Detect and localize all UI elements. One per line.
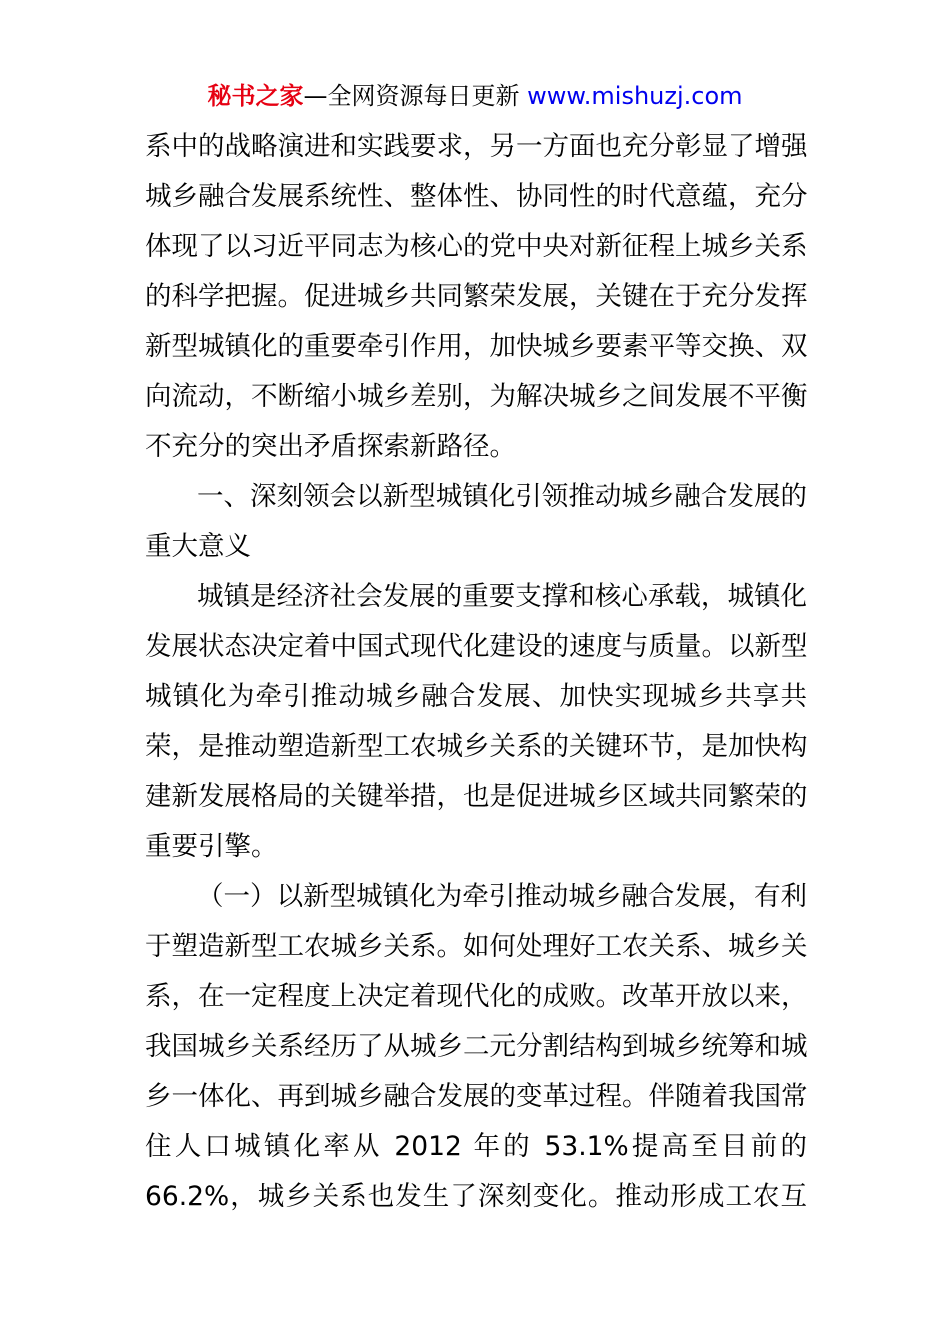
- text-line: 系中的战略演进和实践要求，另一方面也充分彰显了增强: [145, 131, 807, 162]
- text-line: 向流动，不断缩小城乡差别，为解决城乡之间发展不平衡: [145, 381, 807, 412]
- text-line: 城乡融合发展系统性、整体性、协同性的时代意蕴，充分: [145, 181, 807, 212]
- header-tagline: —全网资源每日更新: [303, 82, 520, 110]
- text-line: 乡一体化、再到城乡融合发展的变革过程。伴随着我国常: [145, 1081, 807, 1112]
- text-line: 新型城镇化的重要牵引作用，加快城乡要素平等交换、双: [145, 331, 807, 362]
- site-header: [0, 78, 950, 114]
- text-line: 不充分的突出矛盾探索新路径。: [145, 431, 516, 462]
- text-line: 一、深刻领会以新型城镇化引领推动城乡融合发展的: [197, 481, 807, 512]
- text-line: 住人口城镇化率从 2012 年的 53.1%提高至目前的: [145, 1131, 807, 1162]
- brand-name: 秘书之家: [207, 82, 304, 110]
- text-line: 荣，是推动塑造新型工农城乡关系的关键环节，是加快构: [145, 731, 807, 762]
- text-line: 体现了以习近平同志为核心的党中央对新征程上城乡关系: [145, 231, 807, 262]
- text-line: 系，在一定程度上决定着现代化的成败。改革开放以来，: [145, 981, 807, 1012]
- text-line: 城镇化为牵引推动城乡融合发展、加快实现城乡共享共: [145, 681, 807, 712]
- text-line: （一）以新型城镇化为牵引推动城乡融合发展，有利: [197, 881, 807, 912]
- text-line: 66.2%，城乡关系也发生了深刻变化。推动形成工农互: [145, 1181, 807, 1212]
- text-line: 发展状态决定着中国式现代化建设的速度与质量。以新型: [145, 631, 807, 662]
- text-line: 重大意义: [145, 531, 251, 562]
- text-line: 的科学把握。促进城乡共同繁荣发展，关键在于充分发挥: [145, 281, 807, 312]
- text-line: 于塑造新型工农城乡关系。如何处理好工农关系、城乡关: [145, 931, 807, 962]
- text-line: 城镇是经济社会发展的重要支撑和核心承载，城镇化: [197, 581, 807, 612]
- text-line: 重要引擎。: [145, 831, 278, 862]
- document-body: [145, 122, 807, 1222]
- site-url-link[interactable]: www.mishuzj.com: [527, 82, 743, 110]
- text-line: 建新发展格局的关键举措，也是促进城乡区域共同繁荣的: [145, 781, 807, 812]
- text-line: 我国城乡关系经历了从城乡二元分割结构到城乡统筹和城: [145, 1031, 807, 1062]
